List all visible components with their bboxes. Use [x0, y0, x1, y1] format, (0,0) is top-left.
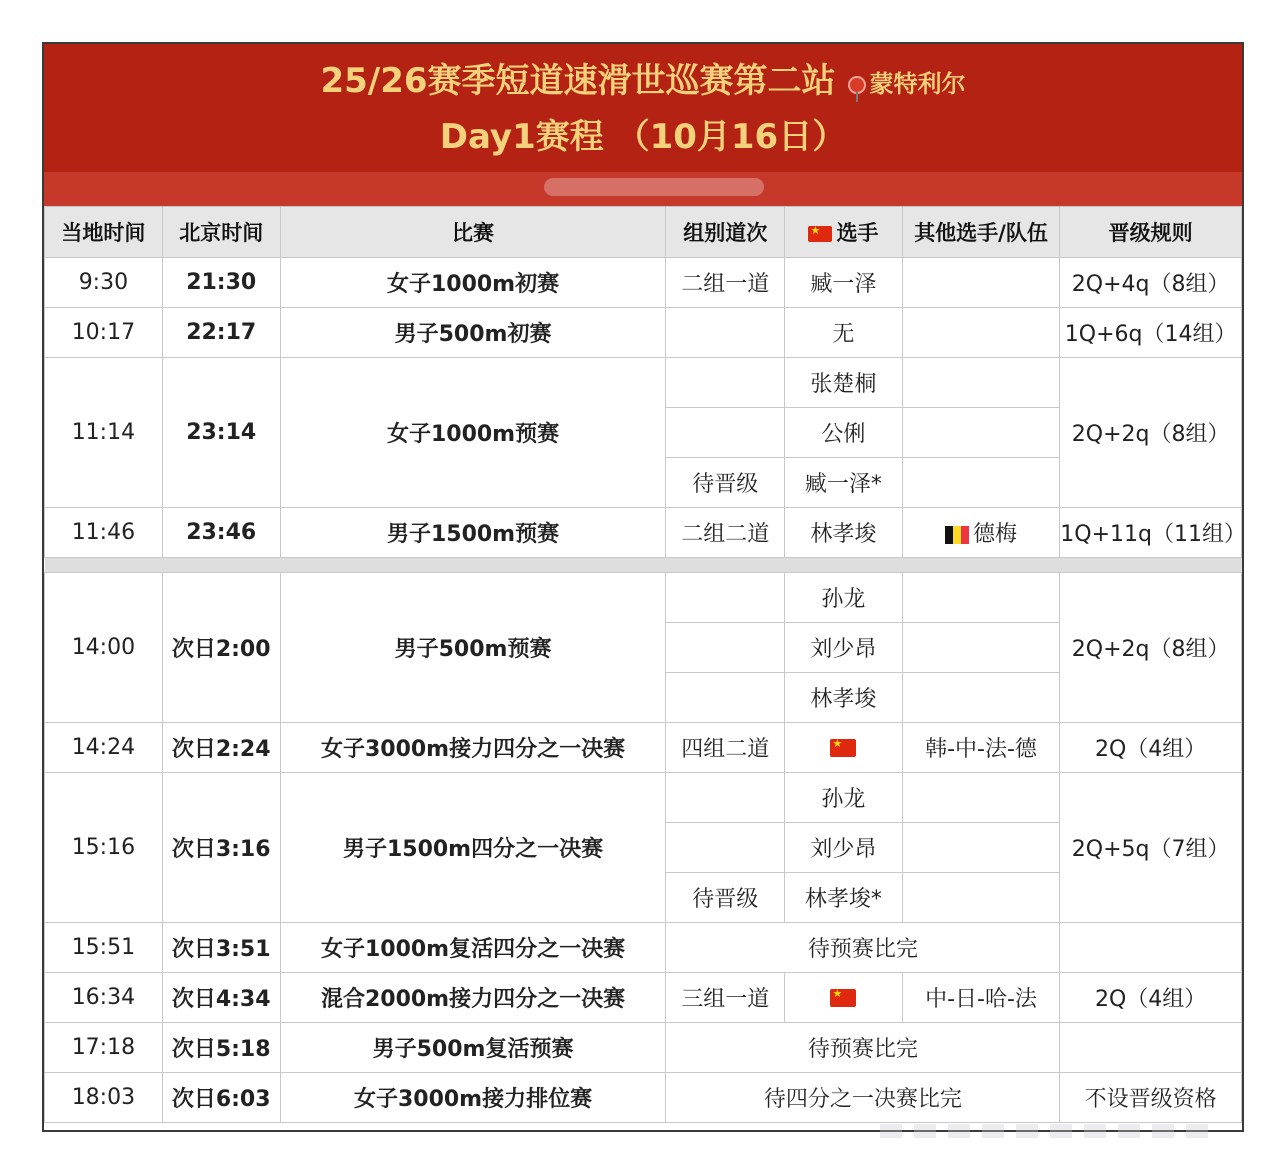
- athlete-cell: 张楚桐: [785, 358, 903, 408]
- table-row: [45, 1073, 1242, 1123]
- others-text: 德梅: [973, 522, 1018, 547]
- header-lane: 组别道次: [666, 207, 785, 258]
- belgium-flag-icon: [945, 526, 969, 544]
- beijing-time: 次日2:00: [162, 573, 280, 723]
- rule-cell: 1Q+6q（14组）: [1060, 308, 1242, 358]
- athlete-cell: 孙龙: [785, 573, 903, 623]
- pending-note: 待预赛比完: [666, 923, 1060, 973]
- table-row: [45, 308, 1242, 358]
- others-cell: [902, 258, 1060, 308]
- lane-cell: 待晋级: [666, 458, 785, 508]
- lane-cell: [666, 823, 785, 873]
- others-cell: [902, 408, 1060, 458]
- table-row: [45, 508, 1242, 558]
- china-flag-icon: [830, 989, 856, 1007]
- blurred-watermark: [544, 178, 764, 196]
- beijing-time: 次日2:24: [162, 723, 280, 773]
- lane-cell: 四组二道: [666, 723, 785, 773]
- table-row: [45, 973, 1242, 1023]
- table-row: [45, 258, 1242, 308]
- others-cell: [902, 623, 1060, 673]
- location-label: [848, 70, 966, 98]
- local-time: 15:51: [45, 923, 163, 973]
- china-flag-icon: [808, 226, 832, 242]
- others-cell: [902, 673, 1060, 723]
- table-row: [45, 773, 1242, 823]
- table-row: [45, 573, 1242, 623]
- beijing-time: 23:46: [162, 508, 280, 558]
- lane-cell: [666, 408, 785, 458]
- local-time: 11:46: [45, 508, 163, 558]
- lane-cell: [666, 623, 785, 673]
- local-time: 16:34: [45, 973, 163, 1023]
- blurred-watermark: [880, 1124, 1220, 1138]
- athlete-cell: [785, 723, 903, 773]
- header-event: 比赛: [280, 207, 666, 258]
- rule-cell: 不设晋级资格: [1060, 1073, 1242, 1123]
- athlete-cell: 林孝埈: [785, 508, 903, 558]
- athlete-cell: [785, 973, 903, 1023]
- table-row: [45, 923, 1242, 973]
- location-text: 蒙特利尔: [869, 70, 966, 98]
- table-row: [45, 1023, 1242, 1073]
- rule-cell: 2Q+2q（8组）: [1060, 573, 1242, 723]
- table-row: [45, 723, 1242, 773]
- local-time: 10:17: [45, 308, 163, 358]
- local-time: 9:30: [45, 258, 163, 308]
- header-rule: 晋级规则: [1060, 207, 1242, 258]
- others-cell: [902, 573, 1060, 623]
- title-banner: [44, 44, 1242, 172]
- event-name: 男子500m初赛: [280, 308, 666, 358]
- event-name: 女子3000m接力排位赛: [280, 1073, 666, 1123]
- local-time: 14:24: [45, 723, 163, 773]
- beijing-time: 22:17: [162, 308, 280, 358]
- others-cell: 韩-中-法-德: [902, 723, 1060, 773]
- athlete-cell: 臧一泽: [785, 258, 903, 308]
- rule-cell: 2Q+5q（7组）: [1060, 773, 1242, 923]
- header-athlete: [785, 207, 903, 258]
- others-cell: 中-日-哈-法: [902, 973, 1060, 1023]
- event-name: 女子1000m初赛: [280, 258, 666, 308]
- beijing-time: 23:14: [162, 358, 280, 508]
- beijing-time: 次日5:18: [162, 1023, 280, 1073]
- athlete-cell: 刘少昂: [785, 623, 903, 673]
- rule-cell: 2Q+2q（8组）: [1060, 358, 1242, 508]
- athlete-cell: 公俐: [785, 408, 903, 458]
- rule-cell: 2Q+4q（8组）: [1060, 258, 1242, 308]
- athlete-cell: 臧一泽*: [785, 458, 903, 508]
- beijing-time: 次日3:16: [162, 773, 280, 923]
- athlete-cell: 无: [785, 308, 903, 358]
- schedule-sheet: [42, 42, 1244, 1132]
- others-cell: [902, 508, 1060, 558]
- beijing-time: 次日3:51: [162, 923, 280, 973]
- local-time: 11:14: [45, 358, 163, 508]
- athlete-cell: 孙龙: [785, 773, 903, 823]
- header-row: [45, 207, 1242, 258]
- athlete-cell: 刘少昂: [785, 823, 903, 873]
- others-cell: [902, 358, 1060, 408]
- lane-cell: [666, 573, 785, 623]
- others-cell: [902, 773, 1060, 823]
- banner-stripe: [44, 172, 1242, 206]
- beijing-time: 次日6:03: [162, 1073, 280, 1123]
- divider-cell: [45, 558, 1242, 573]
- rule-cell: 2Q（4组）: [1060, 723, 1242, 773]
- lane-cell: [666, 358, 785, 408]
- lane-cell: 二组一道: [666, 258, 785, 308]
- pending-note: 待预赛比完: [666, 1023, 1060, 1073]
- others-cell: [902, 873, 1060, 923]
- local-time: 15:16: [45, 773, 163, 923]
- athlete-cell: 林孝埈: [785, 673, 903, 723]
- local-time: 18:03: [45, 1073, 163, 1123]
- lane-cell: 三组一道: [666, 973, 785, 1023]
- table-row: [45, 358, 1242, 408]
- pin-icon: [848, 76, 866, 94]
- local-time: 17:18: [45, 1023, 163, 1073]
- day-subtitle: Day1赛程 （10月16日）: [439, 117, 847, 157]
- others-cell: [902, 458, 1060, 508]
- schedule-table: [44, 206, 1246, 1123]
- china-flag-icon: [830, 739, 856, 757]
- event-name: 男子1500m预赛: [280, 508, 666, 558]
- session-divider: [45, 558, 1242, 573]
- lane-cell: 待晋级: [666, 873, 785, 923]
- event-name: 男子1500m四分之一决赛: [280, 773, 666, 923]
- event-name: 女子1000m复活四分之一决赛: [280, 923, 666, 973]
- rule-cell: [1060, 1023, 1242, 1073]
- header-local-time: 当地时间: [45, 207, 163, 258]
- local-time: 14:00: [45, 573, 163, 723]
- rule-cell: [1060, 923, 1242, 973]
- title-line: [44, 56, 1242, 106]
- lane-cell: 二组二道: [666, 508, 785, 558]
- athlete-cell: 林孝埈*: [785, 873, 903, 923]
- header-athlete-label: 选手: [836, 221, 879, 245]
- others-cell: [902, 308, 1060, 358]
- lane-cell: [666, 308, 785, 358]
- event-title: 25/26赛季短道速滑世巡赛第二站: [320, 61, 836, 101]
- rule-cell: 2Q（4组）: [1060, 973, 1242, 1023]
- event-name: 男子500m复活预赛: [280, 1023, 666, 1073]
- event-name: 混合2000m接力四分之一决赛: [280, 973, 666, 1023]
- beijing-time: 21:30: [162, 258, 280, 308]
- others-cell: [902, 823, 1060, 873]
- lane-cell: [666, 773, 785, 823]
- header-others: 其他选手/队伍: [902, 207, 1060, 258]
- rule-cell: 1Q+11q（11组）: [1060, 508, 1242, 558]
- header-beijing-time: 北京时间: [162, 207, 280, 258]
- event-name: 男子500m预赛: [280, 573, 666, 723]
- event-name: 女子1000m预赛: [280, 358, 666, 508]
- event-name: 女子3000m接力四分之一决赛: [280, 723, 666, 773]
- pending-note: 待四分之一决赛比完: [666, 1073, 1060, 1123]
- lane-cell: [666, 673, 785, 723]
- beijing-time: 次日4:34: [162, 973, 280, 1023]
